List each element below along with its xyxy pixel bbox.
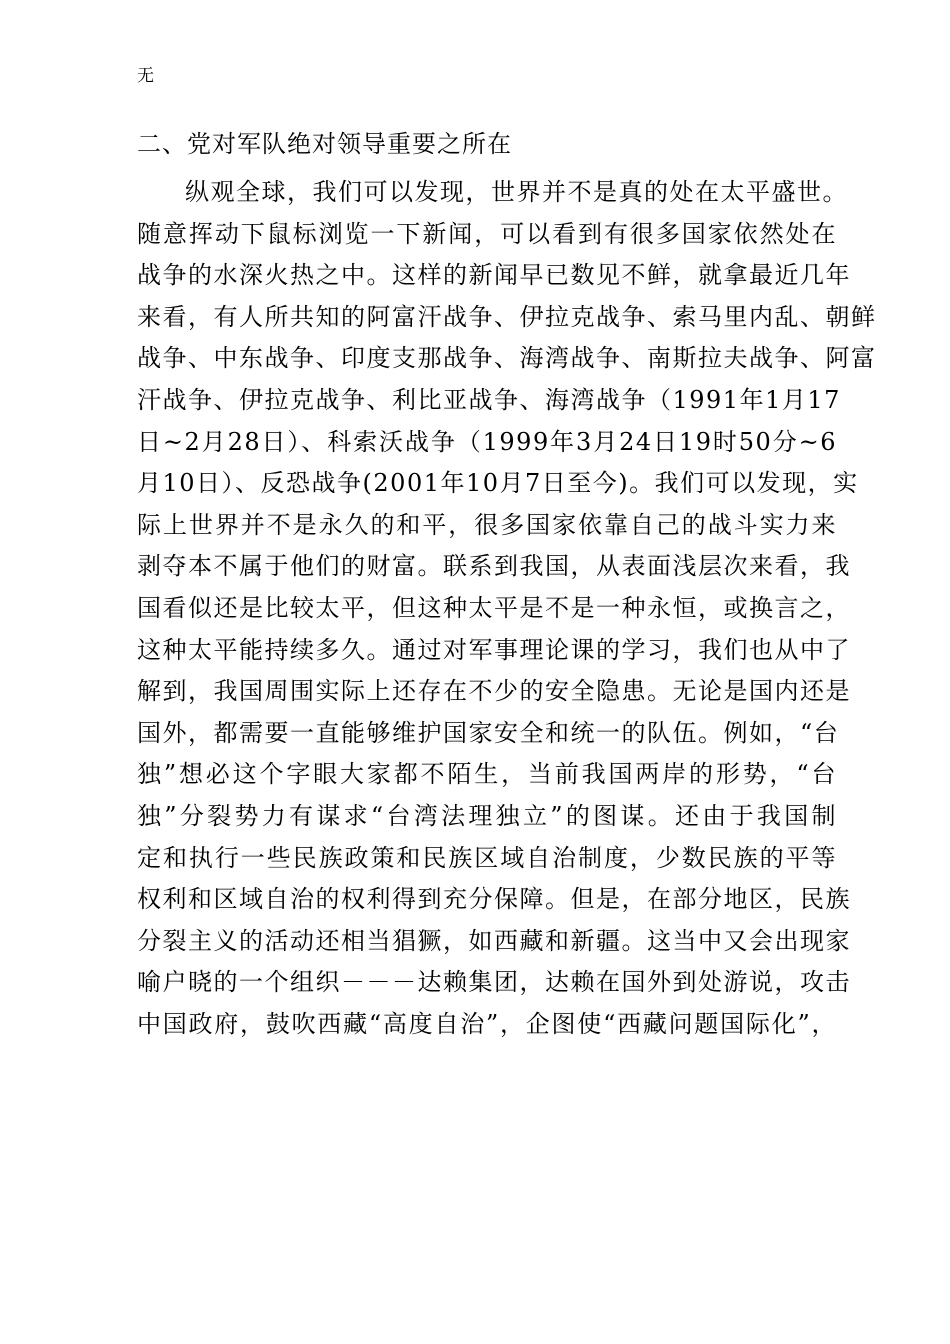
paragraph-line: 这种太平能持续多久。通过对军事理论课的学习，我们也从中了 [137, 635, 851, 664]
paragraph-line: 随意挥动下鼠标浏览一下新闻，可以看到有很多国家依然处在 [137, 219, 837, 248]
paragraph-line: 战争的水深火热之中。这样的新闻早已数见不鲜，就拿最近几年 [137, 261, 851, 290]
body-paragraph [137, 172, 877, 1045]
paragraph-line: 国看似还是比较太平，但这种太平是不是一种永恒，或换言之， [137, 593, 851, 622]
paragraph-line: 汗战争、伊拉克战争、利比亚战争、海湾战争（1991年1月17 [137, 385, 841, 414]
paragraph-line: 剥夺本不属于他们的财富。联系到我国，从表面浅层次来看，我 [137, 552, 851, 581]
page-header-mark: 无 [137, 66, 154, 86]
paragraph-line: 解到，我国周围实际上还存在不少的安全隐患。无论是国内还是 [137, 677, 851, 706]
paragraph-line: 来看，有人所共知的阿富汗战争、伊拉克战争、索马里内乱、朝鲜 [137, 302, 877, 331]
paragraph-line: 中国政府，鼓吹西藏“高度自治”，企图使“西藏问题国际化”， [137, 1009, 837, 1038]
paragraph-line: 权利和区域自治的权利得到充分保障。但是，在部分地区，民族 [137, 885, 851, 914]
paragraph-line: 独”想必这个字眼大家都不陌生，当前我国两岸的形势，“台 [137, 760, 837, 789]
paragraph-line: 月10日）、反恐战争(2001年10月7日至今)。我们可以发现，实 [137, 469, 859, 498]
paragraph-line: 战争、中东战争、印度支那战争、海湾战争、南斯拉夫战争、阿富 [137, 344, 877, 373]
paragraph-line: 分裂主义的活动还相当猖獗，如西藏和新疆。这当中又会出现家 [137, 926, 851, 955]
paragraph-line: 际上世界并不是永久的和平，很多国家依靠自己的战斗实力来 [137, 510, 837, 539]
paragraph-line: 定和执行一些民族政策和民族区域自治制度，少数民族的平等 [137, 843, 837, 872]
paragraph-line: 纵观全球，我们可以发现，世界并不是真的处在太平盛世。 [185, 178, 848, 206]
paragraph-line: 独”分裂势力有谋求“台湾法理独立”的图谋。还由于我国制 [137, 801, 837, 830]
paragraph-line: 日~2月28日）、科索沃战争（1999年3月24日19时50分~6 [137, 427, 837, 456]
paragraph-line: 喻户晓的一个组织－－－达赖集团，达赖在国外到处游说，攻击 [137, 968, 851, 997]
section-heading: 二、党对军队绝对领导重要之所在 [137, 130, 512, 158]
paragraph-line: 国外，都需要一直能够维护国家安全和统一的队伍。例如，“台 [137, 718, 840, 747]
